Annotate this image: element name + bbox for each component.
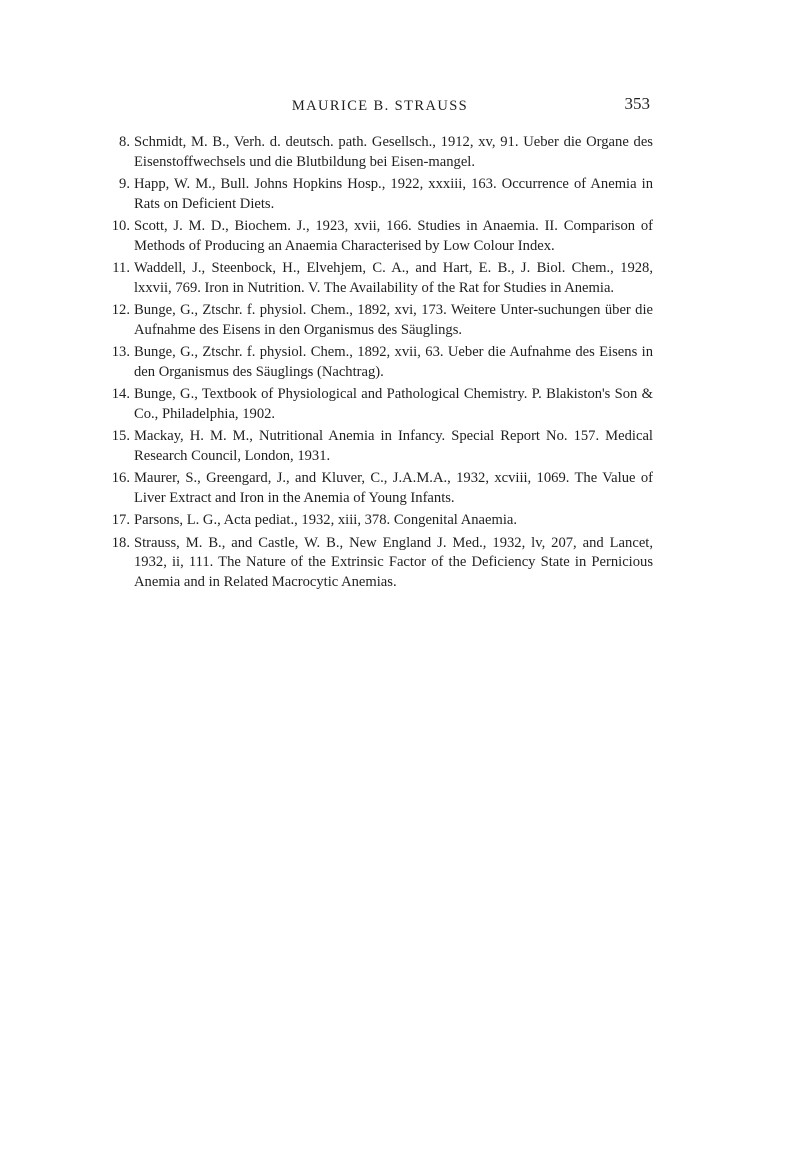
reference-number: 8. bbox=[119, 134, 130, 150]
reference-item-9 bbox=[108, 175, 653, 214]
reference-item-8 bbox=[108, 133, 653, 172]
reference-text: Bunge, G., Ztschr. f. physiol. Chem., 1892, xvii, 63. Ueber die Aufnahme des Eisens in den Organismus des Säuglings (Nachtrag). bbox=[134, 344, 653, 380]
reference-number: 16. bbox=[111, 470, 130, 486]
reference-item-10 bbox=[108, 217, 653, 256]
reference-number: 13. bbox=[111, 344, 130, 360]
reference-item-12 bbox=[108, 301, 653, 340]
reference-number: 14. bbox=[111, 386, 130, 402]
reference-number: 17. bbox=[111, 512, 130, 528]
reference-item-17 bbox=[108, 511, 653, 531]
reference-text: Parsons, L. G., Acta pediat., 1932, xiii, 378. Congenital Anaemia. bbox=[134, 512, 518, 528]
reference-item-16 bbox=[108, 469, 653, 508]
reference-number: 15. bbox=[111, 428, 130, 444]
running-title: MAURICE B. STRAUSS bbox=[291, 98, 469, 114]
reference-item-14 bbox=[108, 385, 653, 424]
reference-number: 18. bbox=[111, 534, 130, 551]
reference-number: 9. bbox=[119, 176, 130, 192]
reference-number: 11. bbox=[112, 260, 130, 276]
reference-item-15 bbox=[108, 427, 653, 466]
reference-text: Bunge, G., Ztschr. f. physiol. Chem., 1892, xvi, 173. Weitere Unter-suchungen über die Aufnahme des Eisens in den Organismus des Säuglings. bbox=[134, 302, 653, 338]
reference-number: 10. bbox=[111, 218, 130, 234]
reference-item-13 bbox=[108, 343, 653, 382]
reference-text: Strauss, M. B., and Castle, W. B., New England J. Med., 1932, lv, 207, and Lancet, 1932, ii, 111. The Nature of the Extrinsic Factor of the Deficiency State in Pernicious Anemia and in Related Macrocytic Anemias. bbox=[134, 534, 653, 590]
reference-text: Mackay, H. M. M., Nutritional Anemia in Infancy. Special Report No. 157. Medical Research Council, London, 1931. bbox=[134, 428, 653, 464]
reference-item-18 bbox=[108, 534, 653, 593]
reference-text: Schmidt, M. B., Verh. d. deutsch. path. Gesellsch., 1912, xv, 91. Ueber die Organe des Eisenstoffwechsels und die Blutbildung bei Eisen-mangel. bbox=[134, 134, 653, 170]
running-head bbox=[110, 94, 650, 120]
reference-item-11 bbox=[108, 259, 653, 298]
reference-text: Bunge, G., Textbook of Physiological and Pathological Chemistry. P. Blakiston's Son & Co., Philadelphia, 1902. bbox=[134, 386, 653, 422]
page-number: 353 bbox=[624, 94, 650, 113]
reference-text: Happ, W. M., Bull. Johns Hopkins Hosp., 1922, xxxiii, 163. Occurrence of Anemia in Rats on Deficient Diets. bbox=[134, 176, 653, 212]
reference-text: Scott, J. M. D., Biochem. J., 1923, xvii, 166. Studies in Anaemia. II. Comparison of Methods of Producing an Anaemia Characterised by Low Colour Index. bbox=[134, 218, 653, 254]
reference-number: 12. bbox=[111, 302, 130, 318]
reference-list bbox=[108, 133, 653, 595]
reference-text: Maurer, S., Greengard, J., and Kluver, C., J.A.M.A., 1932, xcviii, 1069. The Value of Liver Extract and Iron in the Anemia of Young Infants. bbox=[134, 470, 653, 506]
reference-text: Waddell, J., Steenbock, H., Elvehjem, C. A., and Hart, E. B., J. Biol. Chem., 1928, lxxvii, 769. Iron in Nutrition. V. The Availability of the Rat for Studies in Anemia. bbox=[134, 260, 653, 296]
